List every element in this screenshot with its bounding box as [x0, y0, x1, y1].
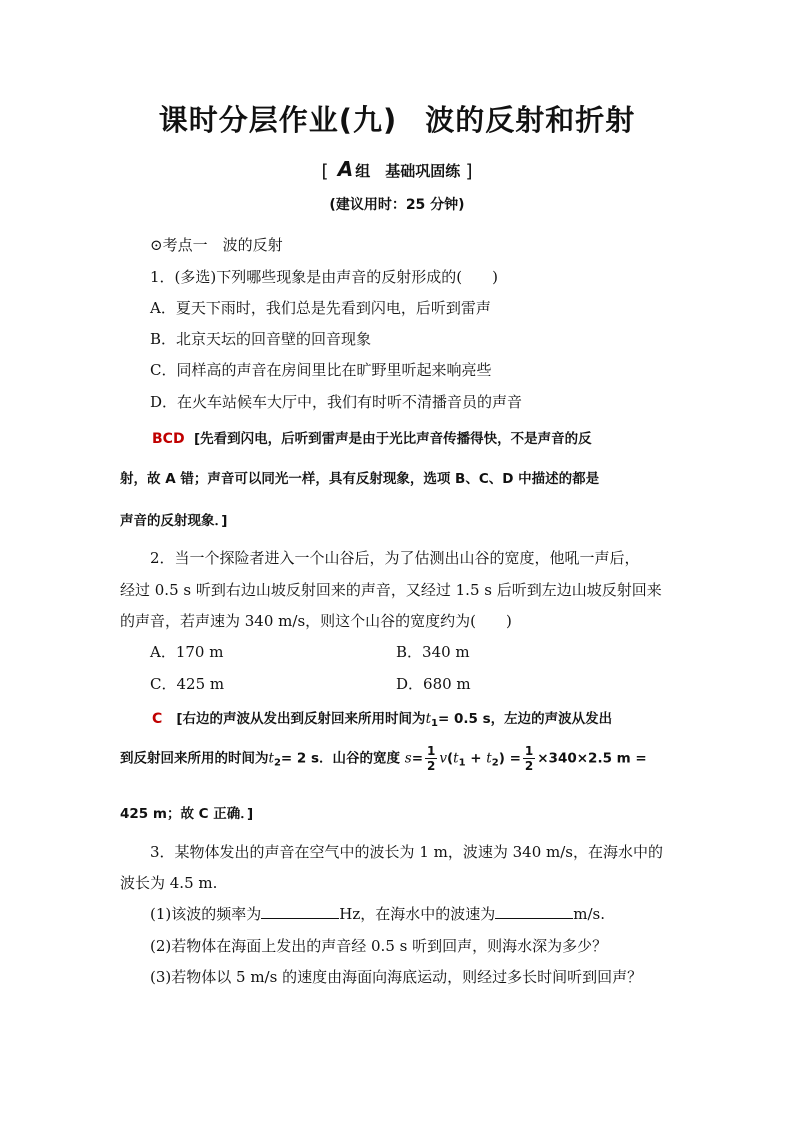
time-note: (建议用时：25 分钟) [329, 197, 465, 213]
q2-explain-line-3: 425 m；故 C 正确．] [120, 806, 254, 822]
q1-option-b: B．北京天坛的回音壁的回音现象 [150, 330, 372, 348]
q1-explain-line-3: 声音的反射现象．] [120, 513, 228, 529]
q3-sub-1: (1)该波的频率为 Hz，在海水中的波速为 m/s. [150, 905, 605, 923]
q2-answer: C [152, 711, 163, 727]
section-title: ⊙考点一 波的反射 [150, 236, 283, 254]
q2-option-a: A．170 m [150, 643, 224, 661]
group-bracket-open: [ [321, 161, 329, 182]
q2-option-d: D．680 m [396, 675, 471, 693]
q3-sub-2: (2)若物体在海面上发出的声音经 0.5 s 听到回声，则海水深为多少？ [150, 937, 608, 955]
title-main: 课时分层作业(九) [158, 103, 398, 137]
q2-stem-1: 2．当一个探险者进入一个山谷后，为了估测出山谷的宽度，他吼一声后， [150, 549, 640, 567]
q2-option-b: B．340 m [396, 643, 470, 661]
q1-explain-line-1 [152, 427, 592, 447]
fraction-half: $\frac{1}{2}$ [427, 744, 436, 773]
group-label: 组 基础巩固练 [355, 162, 461, 180]
answer-blank-2[interactable] [495, 905, 573, 919]
q1-stem: 1．(多选)下列哪些现象是由声音的反射形成的( ) [150, 268, 498, 286]
q1-option-c: C．同样高的声音在房间里比在旷野里听起来响亮些 [150, 361, 492, 379]
group-heading [0, 157, 794, 182]
q1-option-d: D．在火车站候车大厅中，我们有时听不清播音员的声音 [150, 393, 523, 411]
page-title [0, 98, 794, 139]
q1-explain-1: [先看到闪电，后听到雷声是由于光比声音传播得快，不是声音的反 [193, 431, 592, 447]
q1-answer: BCD [152, 431, 185, 447]
q2-explain-line-2: 到反射回来所用的时间为$t_2= 2$ s．山谷的宽度 s= $\frac{1}{2}$ $v(t_1 + t_2)$ = $\frac{1}{2}$ ×340×2.5 m = [120, 744, 647, 773]
group-letter: A [337, 157, 354, 181]
answer-blank-1[interactable] [261, 905, 339, 919]
fraction-half-2: $\frac{1}{2}$ [524, 744, 534, 773]
q3-stem-1: 3．某物体发出的声音在空气中的波长为 1 m，波速为 340 m/s，在海水中的 [150, 843, 663, 861]
title-sub: 波的反射和折射 [425, 103, 636, 137]
q2-stem-2: 经过 0.5 s 听到右边山坡反射回来的声音，又经过 1.5 s 后听到左边山坡反射回来 [120, 581, 662, 599]
q2-explain-line-1: C [右边的声波从发出到反射回来所用时间为$t_1= 0.5$ s，左边的声波从发出 [152, 711, 613, 729]
q3-stem-2: 波长为 4.5 m. [120, 874, 218, 892]
q3-sub-3: (3)若物体以 5 m/s 的速度由海面向海底运动，则经过多长时间听到回声？ [150, 968, 643, 986]
q1-explain-line-2: 射，故 A 错；声音可以同光一样，具有反射现象，选项 B、C、D 中描述的都是 [120, 471, 600, 487]
q1-option-a: A．夏天下雨时，我们总是先看到闪电，后听到雷声 [150, 299, 491, 317]
group-bracket-close: ] [465, 161, 473, 182]
q2-stem-3: 的声音，若声速为 340 m/s，则这个山谷的宽度约为( ) [120, 612, 512, 630]
q2-option-c: C．425 m [150, 675, 225, 693]
